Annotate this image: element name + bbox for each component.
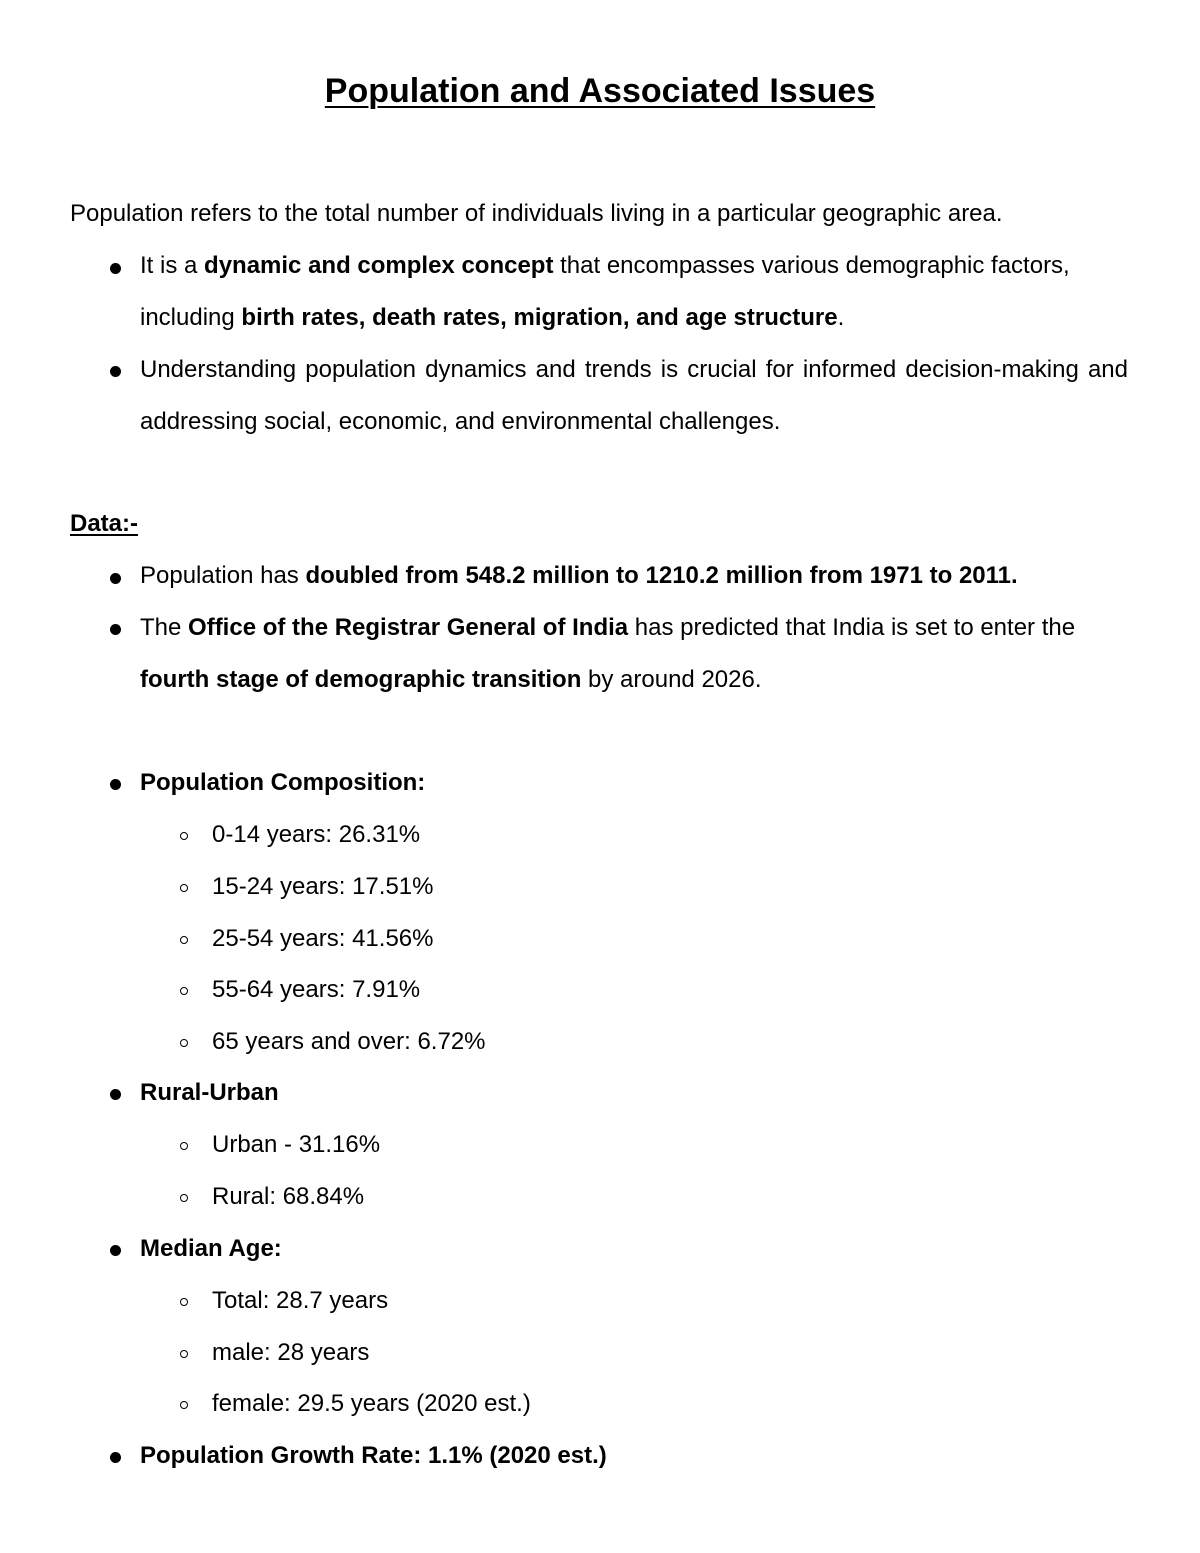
- data-heading: Data:-: [70, 510, 139, 537]
- intro-bullet-2: Understanding population dynamics and trends is crucial for informed decision-making and addressing social, economic, and environmental challenges.: [140, 356, 1128, 435]
- sub-bullet-icon: [180, 987, 188, 995]
- sub-bullet-icon: [180, 884, 188, 892]
- composition-item: 55-64 years: 7.91%: [212, 976, 421, 1003]
- sub-bullet-icon: [180, 1142, 188, 1150]
- bullet-icon: [110, 573, 121, 584]
- sub-bullet-icon: [180, 1194, 188, 1202]
- sub-bullet-icon: [180, 1039, 188, 1047]
- median-age-item: female: 29.5 years (2020 est.): [212, 1390, 531, 1417]
- bullet-icon: [110, 1089, 121, 1100]
- rural-urban-item: Urban - 31.16%: [212, 1131, 381, 1158]
- bullet-icon: [110, 366, 121, 377]
- bullet-icon: [110, 263, 121, 274]
- composition-item: 15-24 years: 17.51%: [212, 873, 434, 900]
- composition-label: Population Composition:: [140, 769, 426, 796]
- data-bullet-1: Population has doubled from 548.2 million to 1210.2 million from 1971 to 2011.: [140, 562, 1018, 589]
- sub-bullet-icon: [180, 936, 188, 944]
- median-age-item: male: 28 years: [212, 1339, 370, 1366]
- bullet-icon: [110, 624, 121, 635]
- composition-item: 0-14 years: 26.31%: [212, 821, 421, 848]
- rural-urban-item: Rural: 68.84%: [212, 1183, 365, 1210]
- sub-bullet-icon: [180, 1298, 188, 1306]
- bullet-icon: [110, 779, 121, 790]
- composition-item: 65 years and over: 6.72%: [212, 1028, 486, 1055]
- median-age-item: Total: 28.7 years: [212, 1287, 389, 1314]
- bullet-icon: [110, 1452, 121, 1463]
- page-title: Population and Associated Issues: [324, 72, 876, 110]
- intro-bullet-1: It is a dynamic and complex concept that encompasses various demographic factors, including birth rates, death rates, migration, and age structure.: [140, 252, 1070, 331]
- composition-item: 25-54 years: 41.56%: [212, 925, 434, 952]
- data-bullet-2: The Office of the Registrar General of India has predicted that India is set to enter the fourth stage of demographic transition by around 2026.: [140, 614, 1076, 693]
- median-age-label: Median Age:: [140, 1235, 282, 1262]
- rural-urban-label: Rural-Urban: [140, 1079, 279, 1106]
- sub-bullet-icon: [180, 1350, 188, 1358]
- bullet-icon: [110, 1245, 121, 1256]
- intro-paragraph: Population refers to the total number of individuals living in a particular geographic area.: [70, 200, 1003, 227]
- sub-bullet-icon: [180, 832, 188, 840]
- sub-bullet-icon: [180, 1401, 188, 1409]
- growth-rate: Population Growth Rate: 1.1% (2020 est.): [140, 1442, 607, 1469]
